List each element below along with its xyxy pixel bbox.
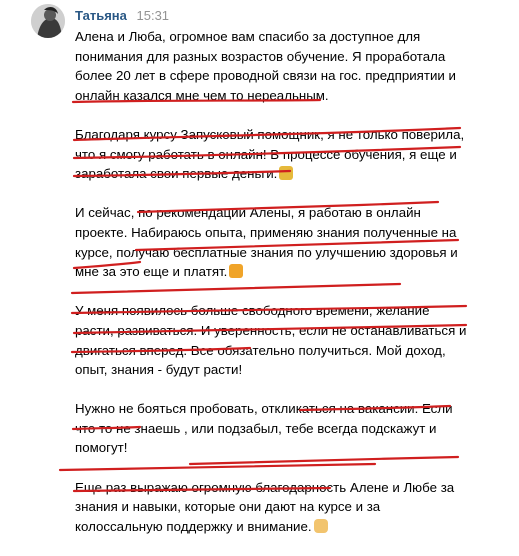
text-line: У меня появилось больше свободного времени, желание	[75, 303, 430, 319]
avatar-photo	[31, 4, 65, 38]
text-line: опыт, знания - будут расти!	[75, 362, 243, 378]
text-line: Нужно не бояться пробовать, откликаться на вакансии. Если	[75, 401, 453, 417]
message-time[interactable]: 15:31	[136, 8, 170, 23]
thumbs-up-emoji	[314, 519, 328, 533]
text-line: знания и навыки, которые они дают на курсе и за	[75, 499, 381, 515]
text-line: онлайн казался мне чем то нереальным.	[75, 87, 329, 103]
message-text	[75, 27, 515, 556]
text-line: более 20 лет в сфере проводной связи на гос. предприятии и	[75, 68, 456, 84]
text-line	[75, 164, 515, 184]
text-line-content: мне за это еще и платят.	[75, 264, 228, 280]
paragraph	[75, 203, 515, 281]
text-line: двигаться вперед. Все обязательно получиться. Мой доход,	[75, 342, 446, 358]
text-line: помогут!	[75, 440, 128, 456]
sparkle-emoji	[229, 264, 243, 278]
paragraph	[75, 301, 515, 379]
paragraph	[75, 125, 515, 184]
avatar[interactable]	[31, 4, 65, 38]
paragraph	[75, 478, 515, 537]
paragraph	[75, 399, 515, 458]
text-line: Алена и Люба, огромное вам спасибо за доступное для	[75, 29, 421, 44]
text-line-content: колоссальную поддержку и внимание.	[75, 518, 312, 534]
paragraph	[75, 27, 515, 105]
money-bag-emoji	[279, 166, 293, 180]
message-header	[75, 8, 169, 24]
text-line: И сейчас, по рекомендации Алены, я работаю в онлайн	[75, 205, 421, 221]
text-line: расти, развиваться. И уверенность, если не останавливаться и	[75, 322, 467, 338]
text-line-content: заработала свои первые деньги.	[75, 166, 278, 182]
author-name[interactable]: Татьяна	[75, 8, 127, 23]
text-line: проекте. Набираюсь опыта, применяю знания полученные на	[75, 224, 457, 240]
text-line: понимания для разных возрастов обучение. Я проработала	[75, 48, 446, 64]
text-line: Благодаря курсу Запусковый помощник, я не только поверила,	[75, 126, 465, 142]
text-line: что то не знаешь , или подзабыл, тебе всегда подскажут и	[75, 420, 437, 436]
text-line: курсе, получаю бесплатные знания по улучшению здоровья и	[75, 244, 458, 260]
text-line: Еще раз выражаю огромную благодарность Алене и Любе за	[75, 479, 455, 495]
text-line: что я смогу работать в онлайн! В процессе обучения, я еще и	[75, 146, 457, 162]
text-line	[75, 262, 515, 282]
text-line	[75, 517, 515, 537]
